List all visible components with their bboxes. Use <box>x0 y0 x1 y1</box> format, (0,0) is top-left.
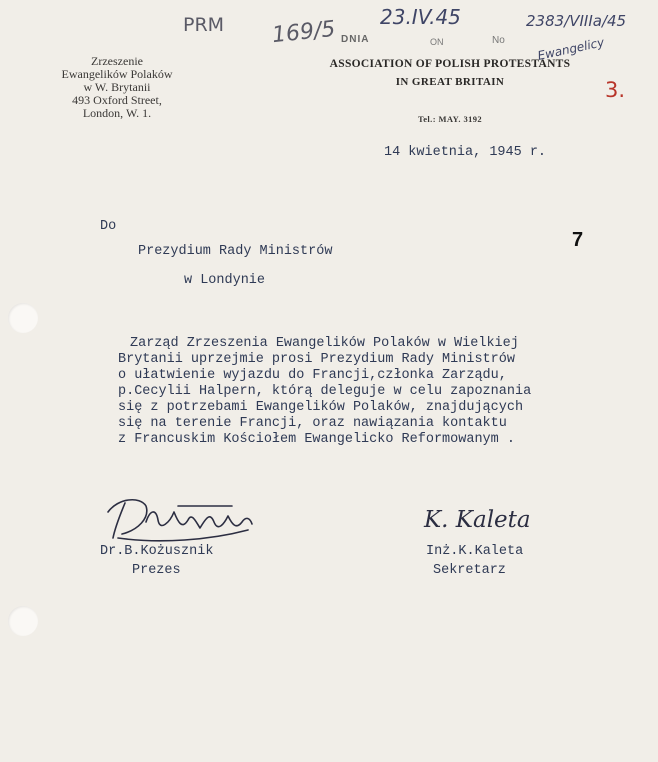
registration-number-annotation: 2383/VIIIa/45 <box>526 12 627 30</box>
page-mark-7: 7 <box>572 229 584 251</box>
left-signatory-name: Dr.B.Kożusznik <box>100 544 214 559</box>
sender-line-2: Ewangelików Polaków <box>61 67 173 81</box>
form-field-no: No <box>492 35 505 46</box>
form-field-on: ON <box>430 37 444 47</box>
body-line-2: Brytanii uprzejmie prosi Prezydium Rady Ministrów <box>118 352 515 367</box>
left-signatory-title: Prezes <box>132 563 181 578</box>
letter-date: 14 kwietnia, 1945 r. <box>384 145 547 160</box>
right-signatory-name: Inż.K.Kaleta <box>426 544 524 559</box>
recipient-location: w Londynie <box>184 273 266 288</box>
organization-name: ASSOCIATION OF POLISH PROTESTANTS <box>329 58 571 70</box>
red-mark-3: 3. <box>605 78 626 102</box>
right-signature: K. Kaleta <box>424 507 531 533</box>
body-line-3: o ułatwienie wyjazdu do Francji,członka Zarządu, <box>118 368 507 383</box>
prm-annotation: PRM <box>183 14 225 36</box>
body-line-4: p.Cecylii Halpern, którą deleguje w celu zapoznania <box>118 384 532 399</box>
category-annotation: Ewangelicy <box>536 35 606 63</box>
recipient: Prezydium Rady Ministrów <box>138 244 333 259</box>
salutation: Do <box>100 219 117 234</box>
body-line-1: Zarząd Zrzeszenia Ewangelików Polaków w Wielkiej <box>130 336 519 351</box>
telephone-number: Tel.: MAY. 3192 <box>417 114 483 124</box>
body-line-5: się z potrzebami Ewangelików Polaków, znajdujących <box>118 400 524 415</box>
sender-line-5: London, W. 1. <box>82 106 152 120</box>
body-line-7: z Francuskim Kościołem Ewangelicko Reformowanym . <box>118 432 515 447</box>
organization-country: IN GREAT BRITAIN <box>395 76 505 88</box>
sender-line-1: Zrzeszenie <box>91 54 143 68</box>
sender-line-3: w W. Brytanii <box>83 80 151 94</box>
left-signature-scrawl <box>108 500 252 541</box>
ref-number-annotation: 169/5 <box>270 16 337 49</box>
sender-line-4: 493 Oxford Street, <box>72 93 162 107</box>
form-field-dnia: DNIA <box>341 34 370 45</box>
body-line-6: się na terenie Francji, oraz nawiązania kontaktu <box>118 416 507 431</box>
right-signatory-title: Sekretarz <box>433 563 506 578</box>
date-annotation: 23.IV.45 <box>380 5 461 29</box>
